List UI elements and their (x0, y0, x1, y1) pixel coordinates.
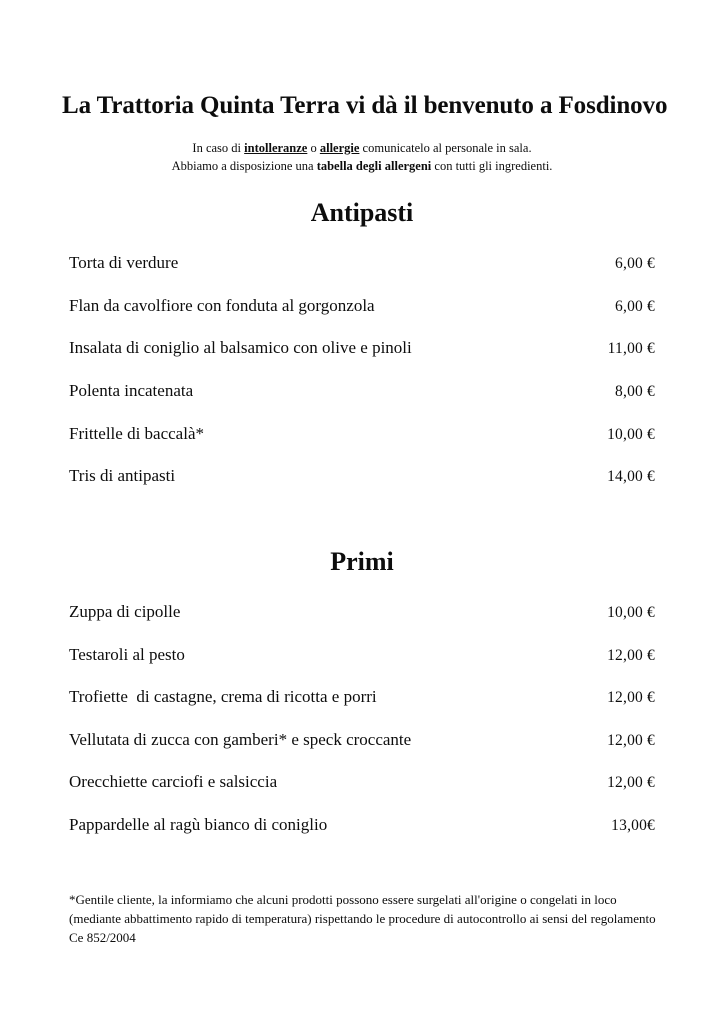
page-title: La Trattoria Quinta Terra vi dà il benvenuto a Fosdinovo (62, 92, 668, 119)
allergen-text-1: In caso di (192, 140, 245, 155)
allergen-emphasis-tabella: tabella degli allergeni (316, 158, 432, 173)
section-heading-antipasti: Antipasti (310, 198, 414, 227)
menu-item (69, 719, 655, 762)
menu-item-price: 10,00 € (607, 425, 655, 443)
menu-item-price: 12,00 € (607, 774, 655, 792)
menu-item-price: 14,00 € (607, 468, 655, 486)
menu-item-price: 13,00€ (611, 816, 655, 834)
menu-item-name: Frittelle di baccalà* (69, 423, 204, 443)
menu-item-name: Flan da cavolfiore con fonduta al gorgonzola (69, 295, 375, 315)
menu-item-price: 8,00 € (615, 382, 655, 400)
menu-item-price: 6,00 € (615, 297, 655, 315)
menu-item (69, 591, 655, 634)
allergen-text-3: comunicatelo al personale in sala. (359, 140, 532, 155)
menu-item-name: Torta di verdure (69, 253, 179, 273)
menu-section-primi (0, 546, 724, 847)
allergen-text-2: o (307, 140, 320, 155)
menu-item-price: 10,00 € (607, 603, 655, 621)
menu-section-antipasti (0, 197, 724, 498)
menu-item-name: Zuppa di cipolle (69, 601, 181, 621)
menu-item-name: Tris di antipasti (69, 466, 176, 486)
menu-item-name: Vellutata di zucca con gamberi* e speck croccante (69, 729, 412, 749)
allergen-notice-line-2 (0, 157, 724, 175)
menu-item (69, 370, 655, 413)
menu-item (69, 242, 655, 285)
menu-item-name: Trofiette di castagne, crema di ricotta e porri (69, 687, 377, 707)
menu-items-antipasti (0, 242, 724, 498)
menu-item-name: Orecchiette carciofi e salsiccia (69, 772, 278, 792)
menu-item (69, 634, 655, 677)
menu-item-price: 11,00 € (607, 340, 655, 358)
menu-items-primi (0, 591, 724, 847)
menu-item-price: 12,00 € (607, 731, 655, 749)
allergen-notice-line-1 (0, 139, 724, 157)
menu-item (69, 804, 655, 847)
menu-item (69, 455, 655, 498)
menu-item (69, 285, 655, 328)
allergen-text-5: con tutti gli ingredienti. (431, 158, 553, 173)
menu-item-name: Insalata di coniglio al balsamico con olive e pinoli (69, 338, 412, 358)
menu-item-price: 12,00 € (607, 646, 655, 664)
menu-header (0, 0, 724, 175)
menu-item-name: Polenta incatenata (69, 380, 194, 400)
menu-item (69, 413, 655, 456)
menu-item-price: 12,00 € (607, 689, 655, 707)
section-heading-primi: Primi (330, 546, 394, 576)
menu-item-name: Pappardelle al ragù bianco di coniglio (69, 814, 328, 834)
allergen-emphasis-intolleranze: intolleranze (244, 140, 308, 155)
footnote-disclaimer: *Gentile cliente, la informiamo che alcuni prodotti possono essere surgelati all'origine o congelati in loco (mediante abbattimento rapido di temperatura) rispettando le procedure di autocontrollo ai sensi del regolamento Ce 852/2004 (69, 892, 656, 946)
menu-item (69, 327, 655, 370)
menu-item-price: 6,00 € (615, 255, 655, 273)
allergen-emphasis-allergie: allergie (319, 140, 360, 155)
allergen-text-4: Abbiamo a disposizione una (171, 158, 317, 173)
allergen-notice (0, 139, 724, 175)
menu-item (69, 676, 655, 719)
menu-item-name: Testaroli al pesto (69, 644, 185, 664)
menu-item (69, 761, 655, 804)
